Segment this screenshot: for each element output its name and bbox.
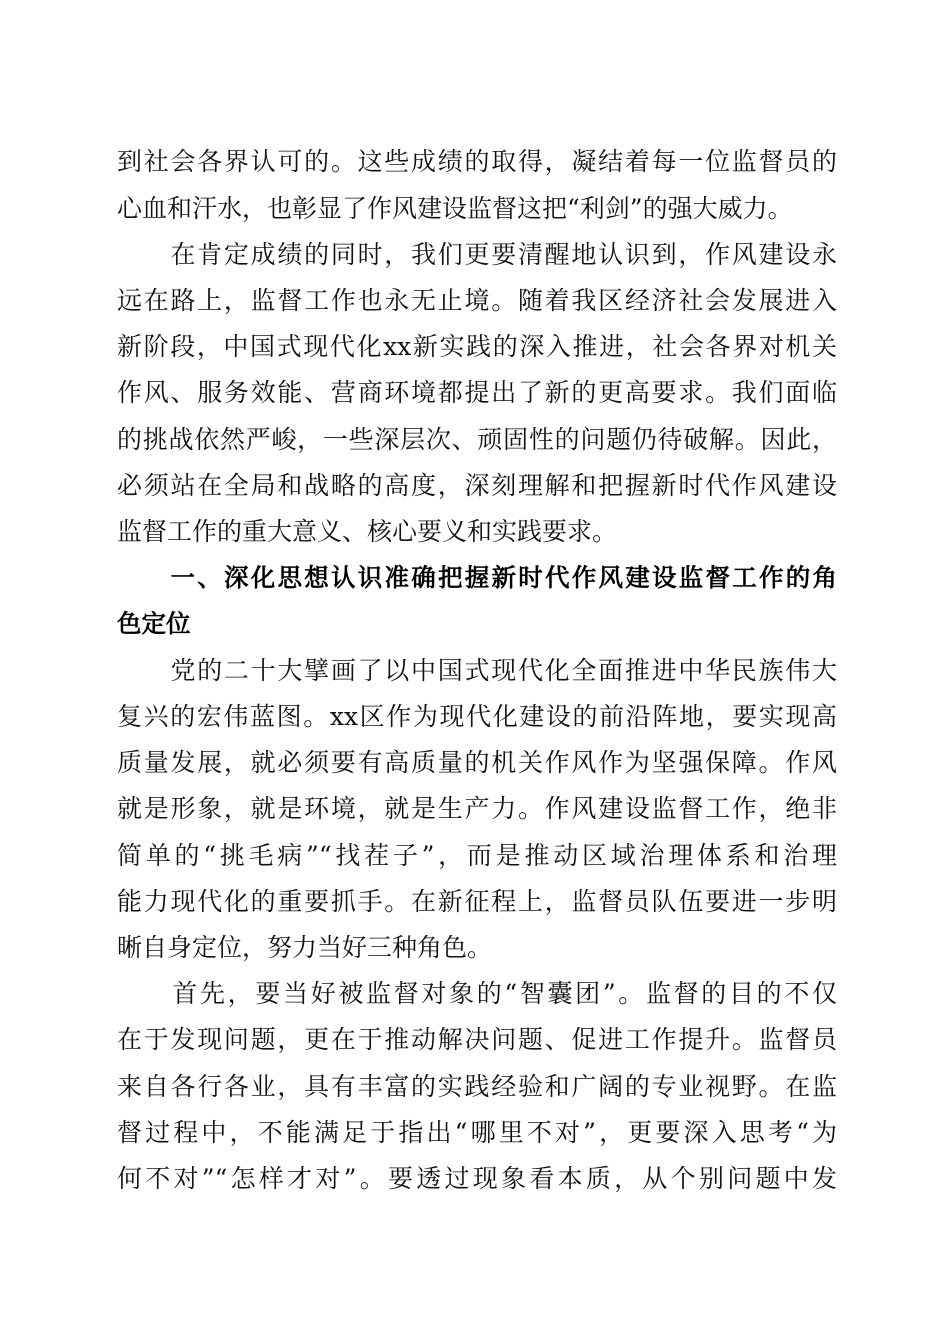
paragraph-line: 来自各行各业，具有丰富的实践经验和广阔的专业视野。在监 [117,1072,837,1101]
paragraph-line: 简单的“挑毛病”“找茬子”，而是推动区域治理体系和治理 [117,841,837,870]
paragraph-line: 必须站在全局和战略的高度，深刻理解和把握新时代作风建设 [117,471,837,500]
paragraph-line: 监督工作的重大意义、核心要义和实践要求。 [117,517,618,546]
paragraph-line: 心血和汗水，也彰显了作风建设监督这把“利剑”的强大威力。 [117,194,793,223]
paragraph-line: 复兴的宏伟蓝图。xx区作为现代化建设的前沿阵地，要实现高 [117,702,837,731]
paragraph-line: 督过程中，不能满足于指出“哪里不对”，更要深入思考“为 [117,1118,837,1147]
paragraph-line: 在于发现问题，更在于推动解决问题、促进工作提升。监督员 [117,1025,837,1054]
paragraph-line: 质量发展，就必须要有高质量的机关作风作为坚强保障。作风 [117,748,837,777]
paragraph-line: 作风、服务效能、营商环境都提出了新的更高要求。我们面临 [117,378,837,407]
paragraph-line: 新阶段，中国式现代化xx新实践的深入推进，社会各界对机关 [117,332,837,361]
paragraph-line: 就是形象，就是环境，就是生产力。作风建设监督工作，绝非 [117,794,837,823]
paragraph-line: 到社会各界认可的。这些成绩的取得，凝结着每一位监督员的 [117,147,837,176]
paragraph-line: 首先，要当好被监督对象的“智囊团”。监督的目的不仅 [117,979,837,1008]
paragraph-line: 晰自身定位，努力当好三种角色。 [117,933,493,962]
paragraph-line: 党的二十大擘画了以中国式现代化全面推进中华民族伟大 [117,656,837,685]
section-heading: 一、深化思想认识准确把握新时代作风建设监督工作的角 [117,563,837,592]
section-heading: 色定位 [117,609,191,638]
paragraph-line: 在肯定成绩的同时，我们更要清醒地认识到，作风建设永 [117,240,837,269]
paragraph-line: 远在路上，监督工作也永无止境。随着我区经济社会发展进入 [117,286,837,315]
paragraph-line: 能力现代化的重要抓手。在新征程上，监督员队伍要进一步明 [117,887,837,916]
paragraph-line: 的挑战依然严峻，一些深层次、顽固性的问题仍待破解。因此， [117,425,837,454]
paragraph-line: 何不对”“怎样才对”。要透过现象看本质，从个别问题中发 [117,1164,837,1193]
